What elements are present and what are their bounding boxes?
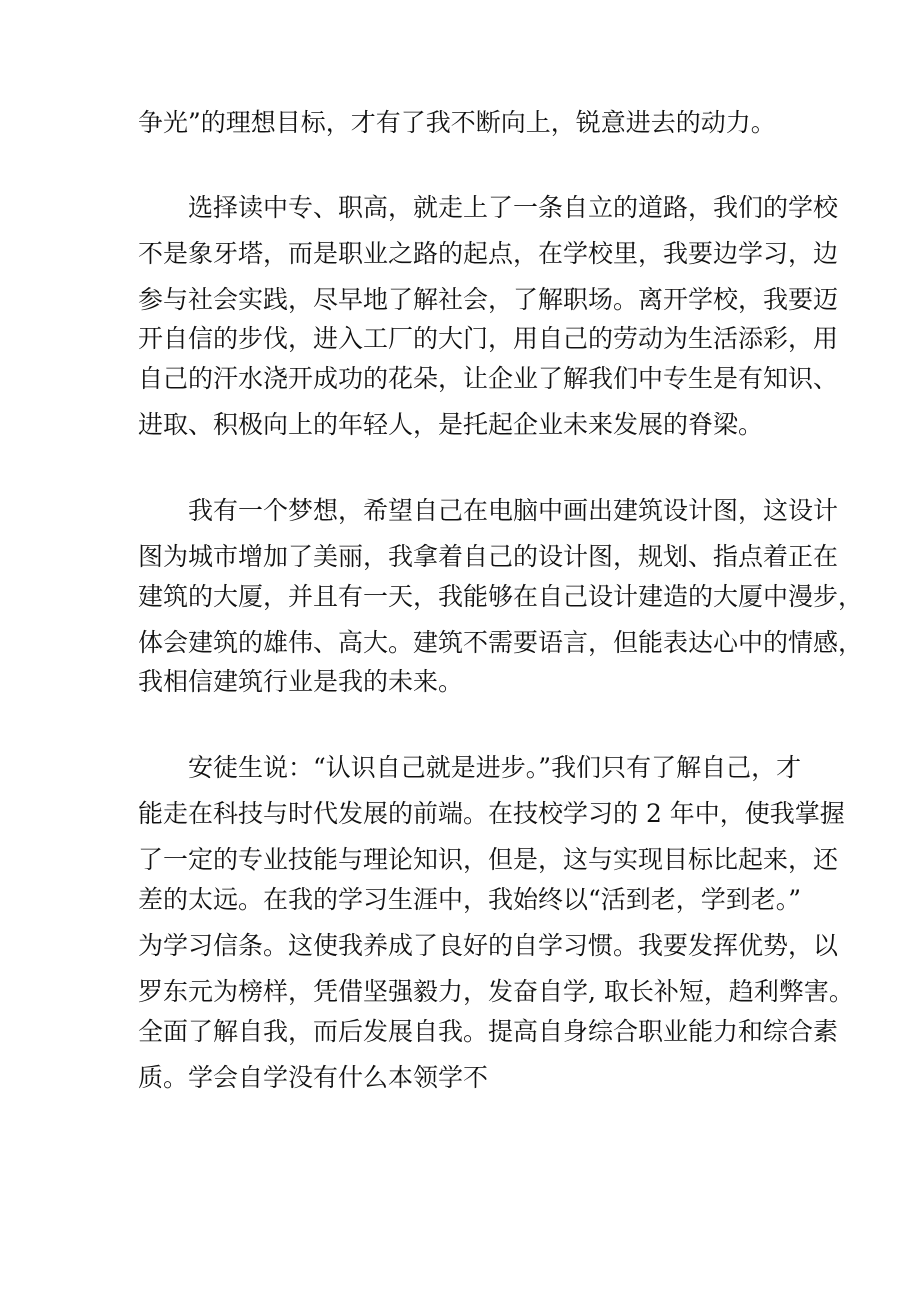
paragraph-2-line-1: 选择读中专、职高，就走上了一条自立的道路，我们的学校 (188, 193, 839, 222)
paragraph-4-line-8: 质。学会自学没有什么本领学不 (138, 1063, 489, 1092)
paragraph-3-line-1: 我有一个梦想，希望自己在电脑中画出建筑设计图，这设计 (188, 496, 839, 525)
paragraph-4-line-3: 了一定的专业技能与理论知识，但是，这与实现目标比起来，还 (138, 845, 839, 874)
paragraph-3-line-4: 体会建筑的雄伟、高大。建筑不需要语言，但能表达心中的情感， (138, 628, 864, 657)
paragraph-4-line-7: 全面了解自我，而后发展自我。提高自身综合职业能力和综合素 (138, 1017, 839, 1046)
paragraph-4-line-1: 安徒生说：“认识自己就是进步。”我们只有了解自己，才 (188, 753, 802, 782)
paragraph-2-line-4: 开自信的步伐，进入工厂的大门，用自己的劳动为生活添彩，用 (138, 324, 839, 353)
paragraph-4-line-4: 差的太远。在我的学习生涯中，我始终以“活到老，学到老。” (138, 885, 802, 914)
paragraph-1-line-1: 争光”的理想目标，才有了我不断向上，锐意进去的动力。 (138, 108, 776, 137)
paragraph-2-line-6: 进取、积极向上的年轻人，是托起企业未来发展的脊梁。 (138, 410, 764, 439)
paragraph-2-line-3: 参与社会实践，尽早地了解社会，了解职场。离开学校，我要迈 (138, 285, 839, 314)
paragraph-3-line-5: 我相信建筑行业是我的未来。 (138, 667, 464, 696)
paragraph-4-line-2: 能走在科技与时代发展的前端。在技校学习的 2 年中，使我掌握 (138, 799, 845, 828)
paragraph-2-line-5: 自己的汗水浇开成功的花朵，让企业了解我们中专生是有知识、 (138, 364, 839, 393)
paragraph-3-line-3: 建筑的大厦，并且有一天，我能够在自己设计建造的大厦中漫步， (138, 582, 864, 611)
paragraph-4-line-6: 罗东元为榜样，凭借坚强毅力，发奋自学, 取长补短，趋利弊害。 (138, 977, 854, 1006)
paragraph-4-line-5: 为学习信条。这使我养成了良好的自学习惯。我要发挥优势，以 (138, 931, 839, 960)
paragraph-2-line-2: 不是象牙塔，而是职业之路的起点，在学校里，我要边学习，边 (138, 239, 839, 268)
paragraph-3-line-2: 图为城市增加了美丽，我拿着自己的设计图，规划、指点着正在 (138, 542, 839, 571)
